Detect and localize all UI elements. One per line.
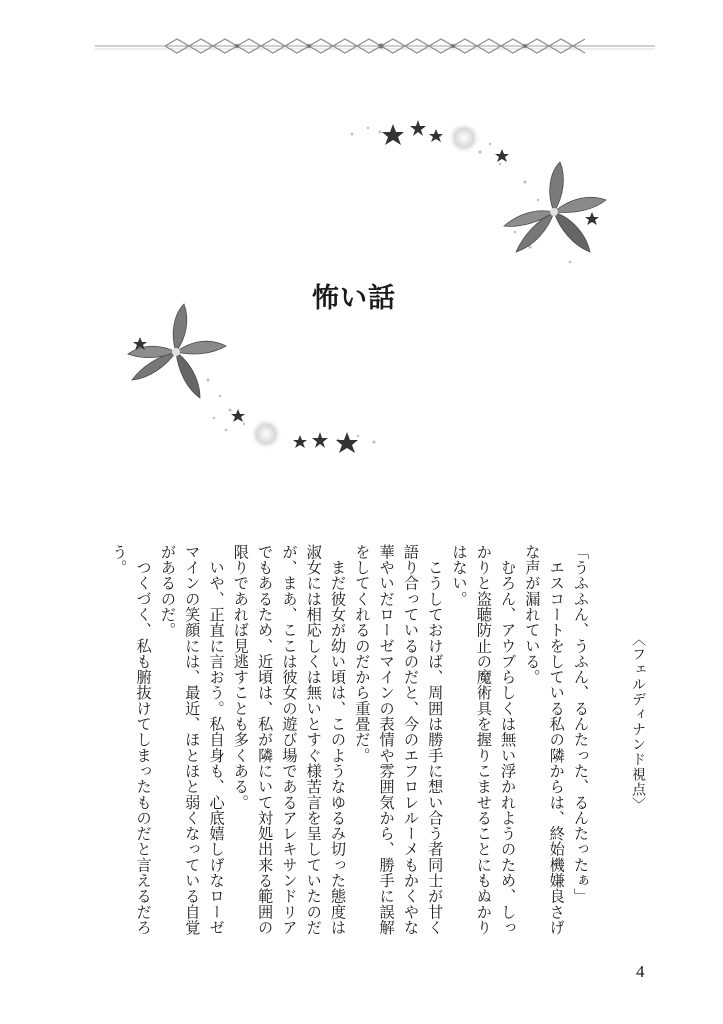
paragraph: 「うふふん、うふん、るんたった、るんたったぁ」 — [572, 544, 590, 904]
pov-label: 〈フェルディナンド視点〉 — [630, 632, 646, 812]
body-text — [110, 544, 593, 949]
paragraph: むろん、アウブらしくは無い浮かれようのため、しっかりと盗聴防止の魔術具を握りこませることにもぬかりはない。 — [450, 544, 518, 936]
flower-ornament-top — [340, 112, 625, 272]
chapter-title: 怖い話 — [312, 283, 396, 314]
paragraph: いや、正直に言おう。私自身も、心底嬉しげなローゼマインの笑顔には、最近、ほとほと弱くなっている自覚があるのだ。 — [158, 544, 226, 936]
paragraph: エスコートをしている私の隣からは、終始機嫌良さげな声が漏れている。 — [523, 544, 566, 936]
paragraph: まだ彼女が幼い頃は、このようなゆるみ切った態度は淑女には相応しくは無いとすぐ様苦言を呈していたのだが、まあ、ここは彼女の遊び場であるアレキサンドリアでもあるため、近頃は、私が隣にいて対処出来る範囲の限りであれば見逃すことも多くある。 — [231, 544, 348, 936]
flower-ornament-bottom — [118, 300, 388, 460]
page-number: 4 — [636, 962, 645, 981]
paragraph: こうしておけば、周囲は勝手に想い合う者同士が甘く語り合っているのだと、今のエフロレルーメもかくやな華やいだローゼマインの表情や雰囲気から、勝手に誤解をしてくれるのだから重畳だ。 — [353, 544, 445, 936]
paragraph: つくづく、私も腑抜けてしまったものだと言えるだろう。 — [110, 544, 153, 936]
top-ornament-border — [95, 30, 655, 62]
